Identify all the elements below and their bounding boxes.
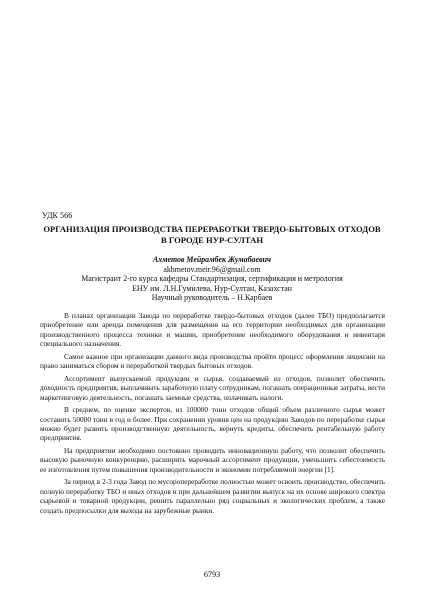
title-line: В ГОРОДЕ НУР-СУЛТАН <box>160 234 264 245</box>
body-paragraph: В среднем, по оценке экспертов, из 100000 тонн отходов общий объем различного сырья может составить 50000 тонн в год и более. При сохранении уровня цен на продукцию Заводов по переработке сырья можно будет развить производственную деятельность, вернуть кредиты, обеспечить рентабельную работу предприятия. <box>40 405 385 443</box>
body-paragraph: На предприятии необходимо постоянно проводить инновационную работу, что позволит обеспечить высокую рыночную конкуренцию, расширить марочный ассортимент продукции, уменьшить себестоимость ее изготовления путем повышения производительности и экономии потребляемой энергии [1]. <box>40 445 385 474</box>
body-paragraph: В планах организации Завода по переработке твердо-бытовых отходов (далее ТБО) предполагается приобретение или аренда помещения для размещения на его территории необходимых для организации производственного процесса техники и машин, приобретение необходимого оборудования и инвентаря специального назначения. <box>40 311 385 349</box>
article-title <box>36 224 388 245</box>
author-supervisor: Научный руководитель – Н.Карбаев <box>151 293 273 303</box>
article-body <box>40 311 385 518</box>
page-number: 6793 <box>203 570 221 579</box>
body-paragraph: Ассортимент выпускаемой продукции и сырья, создаваемый из отходов, позволит обеспечить доходность предприятия, выплачивать заработную плату сотрудникам, погашать операционные затраты, вести маркетинговую деятельность, погашать заемные средства, оплачивать налоги. <box>40 373 385 402</box>
body-paragraph: Самое важное при организации данного вида производства пройти процесс оформления лицензии на право заниматься сбором и переработкой твердых бытовых отходов. <box>40 351 385 371</box>
body-paragraph: За период в 2-3 года Завод по мусоропереработке полностью может освоить производство, обеспечить полную переработку ТБО и иных отходов и при дальнейшем развитии выпуск на их основе широкого спектра сырьевой и товарной продукции, решить параллельно ряд социальных и экологических проблем, а также создать предпосылки для выхода на зарубежные рынки. <box>40 477 385 515</box>
author-name: Ахметов Мейрамбек Жумабаевич <box>152 255 272 264</box>
author-email: akhmetov.meir.96@gmail.com <box>163 264 261 274</box>
author-position: Магистрант 2-го курса кафедры Стандартизация, сертификация и метрология <box>81 274 343 284</box>
title-line: ОРГАНИЗАЦИЯ ПРОИЗВОДСТВА ПЕРЕРАБОТКИ ТВЕРДО-БЫТОВЫХ ОТХОДОВ <box>43 224 381 234</box>
udc-code: УДК 566 <box>42 211 73 220</box>
author-block <box>36 255 388 303</box>
author-university: ЕНУ им. Л.Н.Гумилева, Нур-Султан, Казахстан <box>132 283 292 293</box>
